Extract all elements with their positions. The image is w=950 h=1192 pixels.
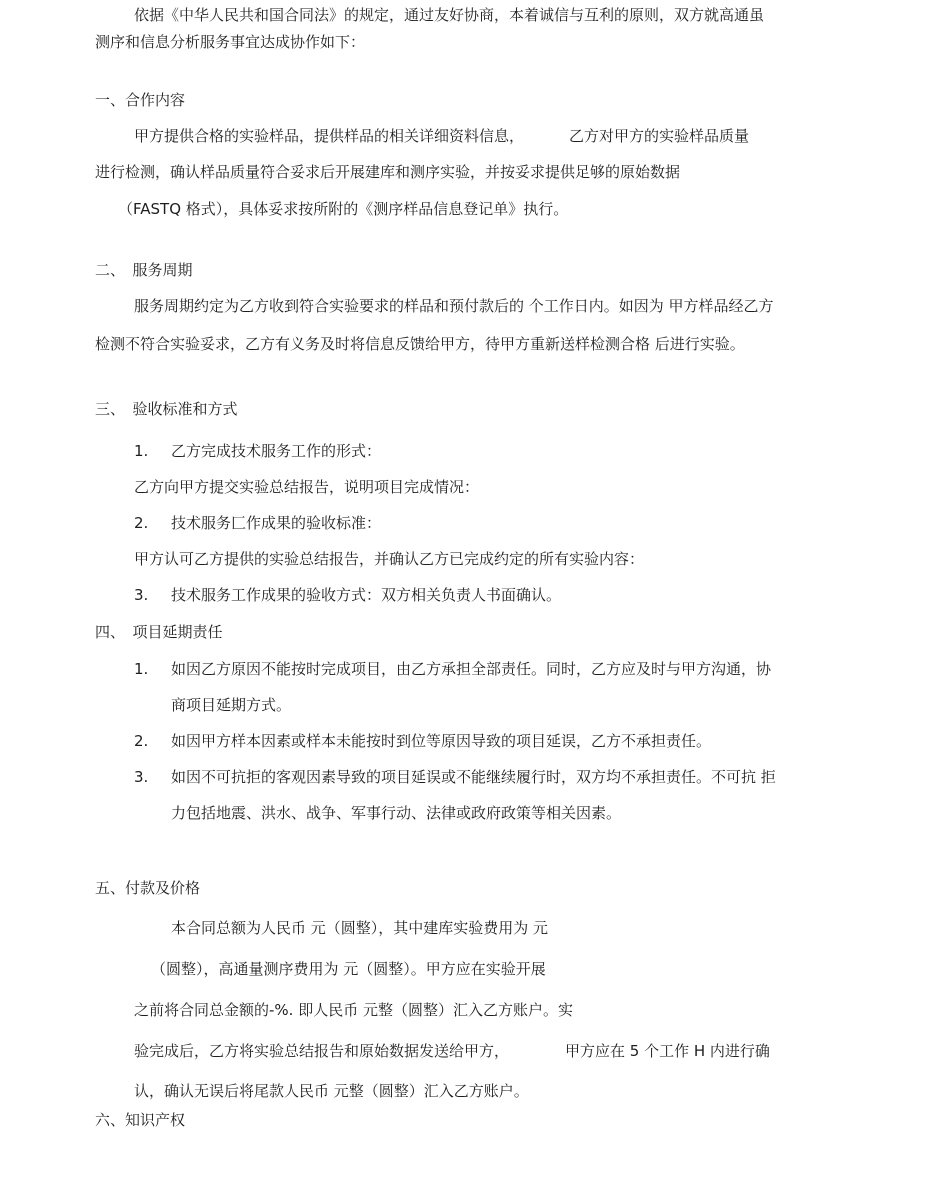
section-1-heading: 一、合作内容 [95, 91, 186, 109]
list-number: 1. [134, 660, 149, 678]
section-5-text-b: 甲方应在 5 个工作 H 内进行确 [565, 1042, 770, 1060]
section-5-line-2: （圆整），高通量测序费用为 元（圆整）。甲方应在实验开展 [151, 960, 546, 978]
list-item-text: 技术服务匚作成果的验收标准： [171, 514, 382, 532]
section-5-line-4 [134, 1041, 770, 1061]
section-1-paragraph-line-3: （FASTQ 格式），具体妥求按所附的《测序样品信息登记单》执行。 [118, 200, 569, 218]
list-item-text: 如因不可抗拒的客观因素导致的项目延误或不能继续履行时，双方均不承担责任。不可抗 拒 [171, 768, 776, 786]
list-number: 3. [134, 586, 149, 604]
section-4-item-1-continued: 商项目延期方式。 [171, 696, 292, 714]
section-3-item-3 [134, 585, 561, 605]
section-5-line-5: 认，确认无误后将尾款人民币 元整（圆整）汇入乙方账户。 [134, 1082, 529, 1100]
section-3-item-1-detail: 乙方向甲方提交实验总结报告，说明项目完成情况： [134, 478, 480, 496]
section-2-paragraph-line-2: 检测不符合实验妥求，乙方有义务及时将信息反馈给甲方，待甲方重新送样检测合格 后进行实验。 [95, 335, 745, 353]
section-4-item-1 [134, 659, 771, 679]
list-item-text: 乙方完成技术服务工作的形式： [171, 442, 382, 460]
section-5-line-3: 之前将合同总金额的-%. 即人民币 元整（圆整）汇入乙方账户。实 [134, 1001, 573, 1019]
section-3-heading: 三、 验收标准和方式 [95, 400, 238, 418]
list-item-text: 如因乙方原因不能按时完成项目，由乙方承担全部责任。同时，乙方应及时与甲方沟通，协 [171, 660, 772, 678]
intro-line-2: 测序和信息分析服务事宜达成协作如下： [95, 33, 366, 51]
section-3-item-2-detail: 甲方认可乙方提供的实验总结报告，并确认乙方已完成约定的所有实验内容： [134, 550, 645, 568]
section-4-heading: 四、 项目延期责任 [95, 623, 223, 641]
list-item-text: 如因甲方样本因素或样本未能按时到位等原因导致的项目延误，乙方不承担责任。 [171, 732, 712, 750]
section-1-text-a: 甲方提供合格的实验样品，提供样品的相关详细资料信息， [134, 127, 525, 145]
list-number: 3. [134, 768, 149, 786]
section-2-paragraph-line-1: 服务周期约定为乙方收到符合实验要求的样品和预付款后的 个工作日内。如因为 甲方样品经乙方 [134, 297, 774, 315]
list-number: 2. [134, 514, 149, 532]
section-3-item-2 [134, 513, 381, 533]
list-number: 1. [134, 442, 149, 460]
section-5-line-1: 本合同总额为人民币 元（圆整），其中建库实验费用为 元 [171, 919, 549, 937]
section-3-item-1 [134, 441, 381, 461]
section-1-paragraph-line-1 [134, 126, 749, 146]
section-5-text-a: 验完成后，乙方将实验总结报告和原始数据发送给甲方， [134, 1042, 510, 1060]
section-4-item-3 [134, 767, 776, 787]
section-2-heading: 二、 服务周期 [95, 261, 193, 279]
section-1-paragraph-line-2: 进行检测，确认样品质量符合妥求后开展建库和测序实验，并按妥求提供足够的原始数据 [95, 163, 681, 181]
intro-line-1: 依据《中华人民共和国合同法》的规定，通过友好协商，本着诚信与互利的原则，双方就高通虽 [134, 6, 765, 24]
section-6-heading: 六、知识产权 [95, 1111, 186, 1129]
section-1-text-b: 乙方对甲方的实验样品质量 [569, 127, 750, 145]
section-4-item-2 [134, 731, 711, 751]
section-5-heading: 五、付款及价格 [95, 879, 201, 897]
section-4-item-3-continued: 力包括地震、洪水、战争、军事行动、法律或政府政策等相关因素。 [171, 804, 622, 822]
list-number: 2. [134, 732, 149, 750]
list-item-text: 技术服务工作成果的验收方式：双方相关负责人书面确认。 [171, 586, 562, 604]
